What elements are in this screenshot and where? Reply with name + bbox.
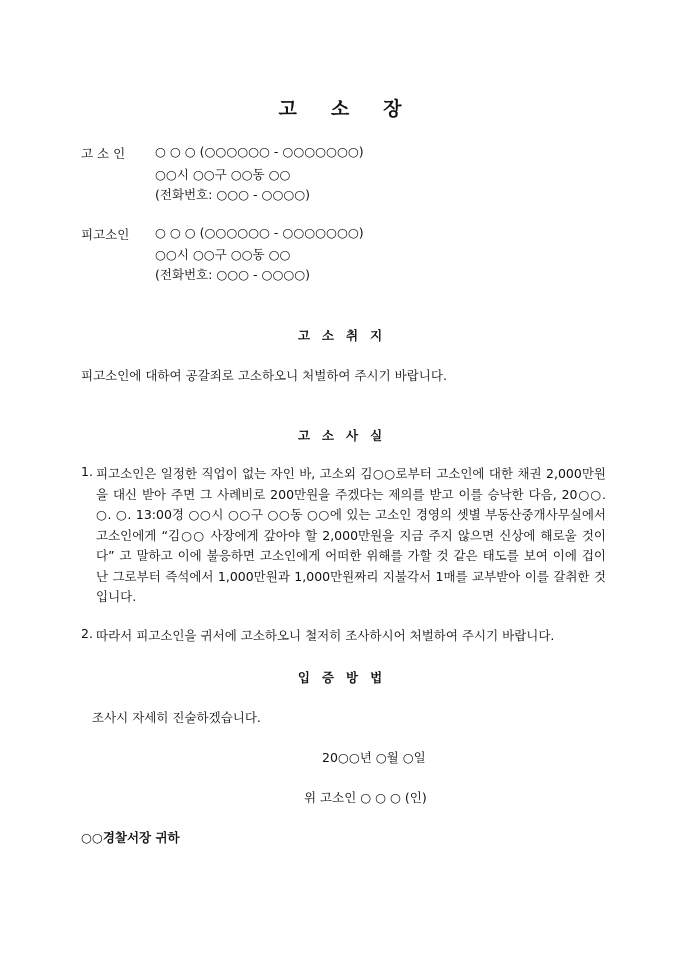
facts-item-number: 1. <box>81 464 93 479</box>
accused-name: ○ ○ ○ (○○○○○○ - ○○○○○○○) <box>155 225 364 240</box>
purpose-heading: 고소취지 <box>297 328 395 343</box>
purpose-text: 피고소인에 대하여 공갈죄로 고소하오니 처벌하여 주시기 바랍니다. <box>81 368 447 383</box>
accused-label: 피고소인 <box>81 227 130 242</box>
accused-address: ○○시 ○○구 ○○동 ○○ <box>155 247 291 262</box>
facts-item-text: 피고소인은 일정한 직업이 없는 자인 바, 고소외 김○○로부터 고소인에 대한 채권 2,000만원을 대신 받아 주면 그 사례비로 200만원을 주겠다는 제의를 받고 이를 승낙한 다음, 20○○. ○. ○. 13:00경 ○○시 ○○구 ○○동 ○○에 있는 고소인 경영의 셋별 부동산중개사무실에서 고소인에게 “김○○ 사장에게 갚아야 할 2,000만원을 지금 주지 않으면 신상에 해로울 것이다” 고 말하고 이에 불응하면 고소인에게 어떠한 위해를 가할 것 같은 태도를 보여 이에 겁이 난 그로부터 즉석에서 1,000만원과 1,000만원짜리 지불각서 1매를 교부받아 이를 갈취한 것입니다. <box>96 466 606 604</box>
complainant-label: 고 소 인 <box>81 146 126 161</box>
addressee: ○○경찰서장 귀하 <box>81 830 180 845</box>
complainant-name: ○ ○ ○ (○○○○○○ - ○○○○○○○) <box>155 144 364 159</box>
evidence-text: 조사시 자세히 진술하겠습니다. <box>92 710 261 725</box>
facts-heading: 고소사실 <box>297 428 395 443</box>
accused-phone: (전화번호: ○○○ - ○○○○) <box>155 267 311 282</box>
document-title: 고소장 <box>278 98 436 120</box>
signature-line: 위 고소인 ○ ○ ○ (인) <box>304 790 427 805</box>
complainant-phone: (전화번호: ○○○ - ○○○○) <box>155 187 311 202</box>
filing-date: 20○○년 ○월 ○일 <box>322 750 426 765</box>
complainant-address: ○○시 ○○구 ○○동 ○○ <box>155 167 291 182</box>
evidence-heading: 입증방법 <box>297 670 395 685</box>
facts-item-number: 2. <box>81 626 93 641</box>
facts-item-text: 따라서 피고소인을 귀서에 고소하오니 철저히 조사하시어 처벌하여 주시기 바랍니다. <box>96 628 555 643</box>
